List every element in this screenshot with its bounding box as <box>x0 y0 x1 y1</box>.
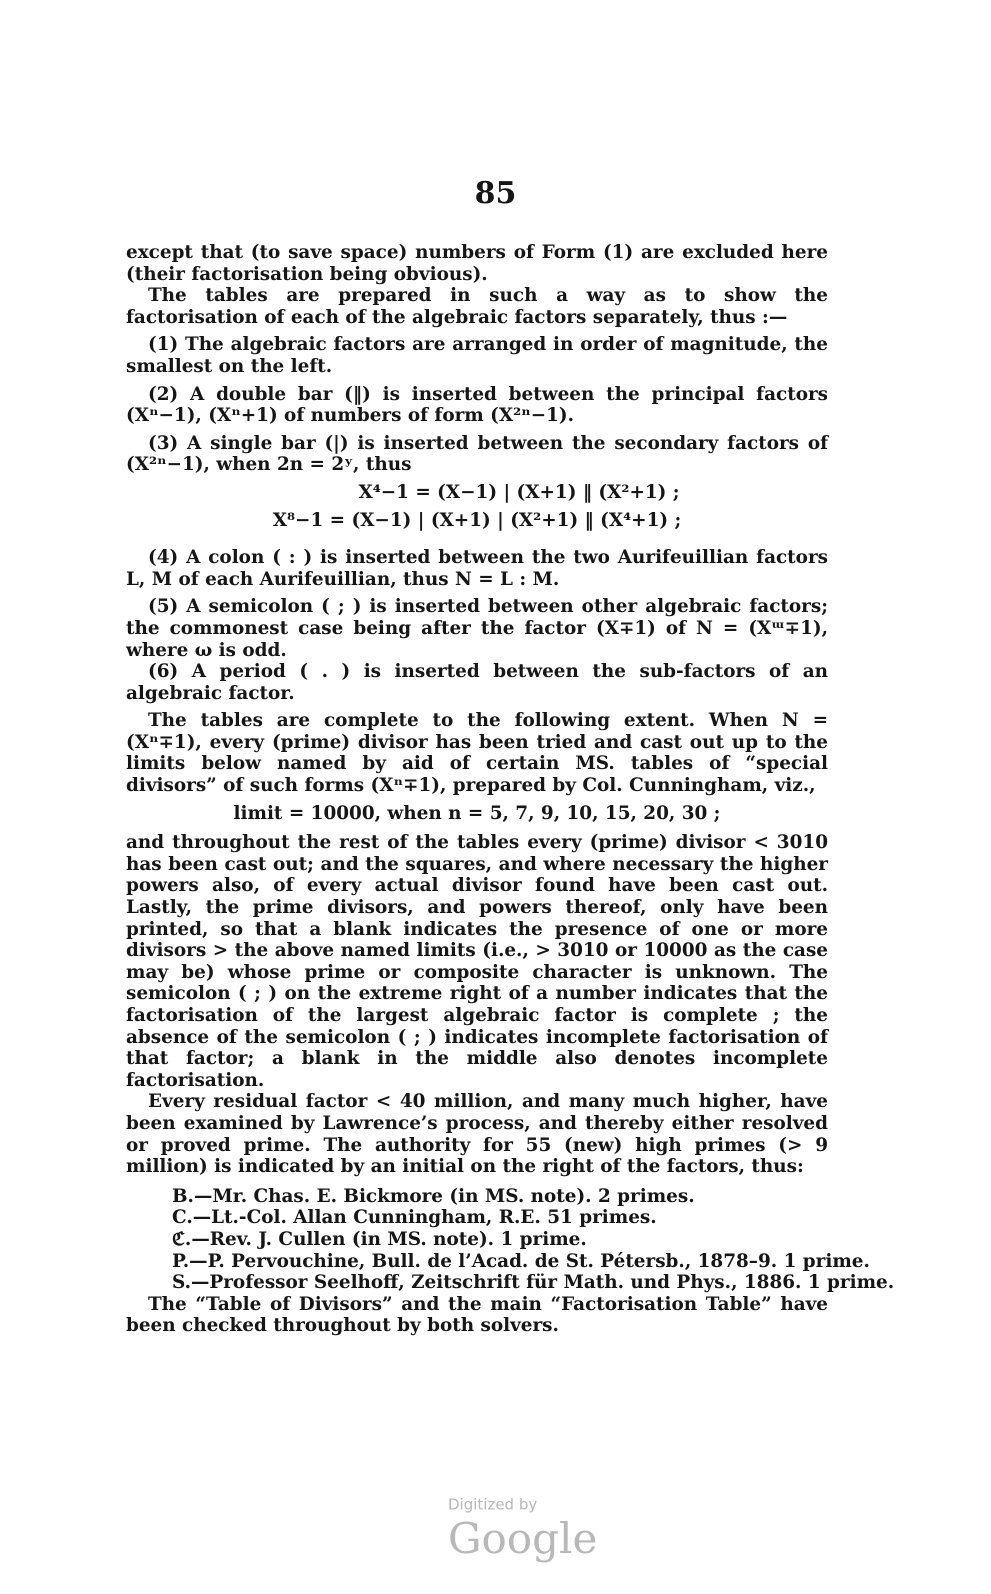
paragraph-continuation: except that (to save space) numbers of Form (1) are excluded here (their factorisation being obvious). <box>126 242 828 285</box>
paragraph-divisors: and throughout the rest of the tables every (prime) divisor < 3010 has been cast out; and the squares, and where necessary the higher powers also, of every actual divisor found have been cast out. Lastly, the prime divisors, and powers thereof, only have been printed, so that a blank indicates the presence of one or more divisors > the above named limits (i.e., > 3010 or 10000 as the case may be) whose prime or composite character is unknown. The semicolon ( ; ) on the extreme right of a number indicates that the factorisation of the largest algebraic factor is complete ; the absence of the semicolon ( ; ) indicates incomplete factorisation of that factor; a blank in the middle also denotes incomplete factorisation. <box>126 832 828 1091</box>
credit-item: S.—Professor Seelhoff, Zeitschrift für Math. und Phys., 1886. 1 prime. <box>172 1272 895 1294</box>
page-number: 85 <box>474 176 517 211</box>
main-text <box>126 242 895 1337</box>
rule-2-double-bar: (2) A double bar (‖) is inserted between the principal factors (Xⁿ−1), (Xⁿ+1) of numbers of form (X²ⁿ−1). <box>126 383 828 427</box>
rule-5-semicolon: (5) A semicolon ( ; ) is inserted between other algebraic factors; the commonest case being after the factor (X∓1) of N = (Xᵚ∓1), where ω is odd. <box>126 596 828 661</box>
paragraph-residual: Every residual factor < 40 million, and many much higher, have been examined by Lawrence’s process, and thereby either resolved or proved prime. The authority for 55 (new) high primes (> 9 million) is indicated by an initial on the right of the factors, thus: <box>126 1091 828 1178</box>
equation-limit: limit = 10000, when n = 5, 7, 9, 10, 15, 20, 30 ; <box>233 802 721 824</box>
equation-block <box>126 482 828 531</box>
credit-item: C.—Lt.-Col. Allan Cunningham, R.E. 51 primes. <box>172 1207 657 1229</box>
rule-4-colon: (4) A colon ( : ) is inserted between the two Aurifeuillian factors L, M of each Aurifeuillian, thus N = L : M. <box>126 547 828 590</box>
credits-list <box>126 1185 895 1294</box>
credit-item: ℭ.—Rev. J. Cullen (in MS. note). 1 prime. <box>172 1228 587 1250</box>
paragraph-completeness: The tables are complete to the following extent. When N = (Xⁿ∓1), every (prime) divisor has been tried and cast out up to the limits below named by aid of certain MS. tables of “special divisors” of such forms (Xⁿ∓1), prepared by Col. Cunningham, viz., <box>126 710 828 797</box>
credit-item: P.—P. Pervouchine, Bull. de l’Acad. de St. Pétersb., 1878–9. 1 prime. <box>172 1250 870 1272</box>
paragraph-closing: The “Table of Divisors” and the main “Factorisation Table” have been checked throughout by both solvers. <box>126 1293 828 1337</box>
rule-6-period: (6) A period ( . ) is inserted between the sub-factors of an algebraic factor. <box>126 661 828 704</box>
paragraph-intro: The tables are prepared in such a way as to show the factorisation of each of the algebraic factors separately, thus :— <box>126 285 828 328</box>
digitization-watermark <box>448 1494 668 1563</box>
credit-item: B.—Mr. Chas. E. Bickmore (in MS. note). 2 primes. <box>172 1185 695 1207</box>
watermark-prefix: Digitized by <box>448 1495 538 1514</box>
rule-1-order: (1) The algebraic factors are arranged in order of magnitude, the smallest on the left. <box>126 334 828 377</box>
equation-x4: X⁴−1 = (X−1) | (X+1) ‖ (X²+1) ; <box>358 481 680 503</box>
rule-3-single-bar: (3) A single bar (|) is inserted between the secondary factors of (X²ⁿ−1), when 2n = 2ʸ, thus <box>126 432 828 476</box>
google-logo: Google <box>448 1513 598 1563</box>
equation-x8: X⁸−1 = (X−1) | (X+1) | (X²+1) ‖ (X⁴+1) ; <box>272 509 682 531</box>
